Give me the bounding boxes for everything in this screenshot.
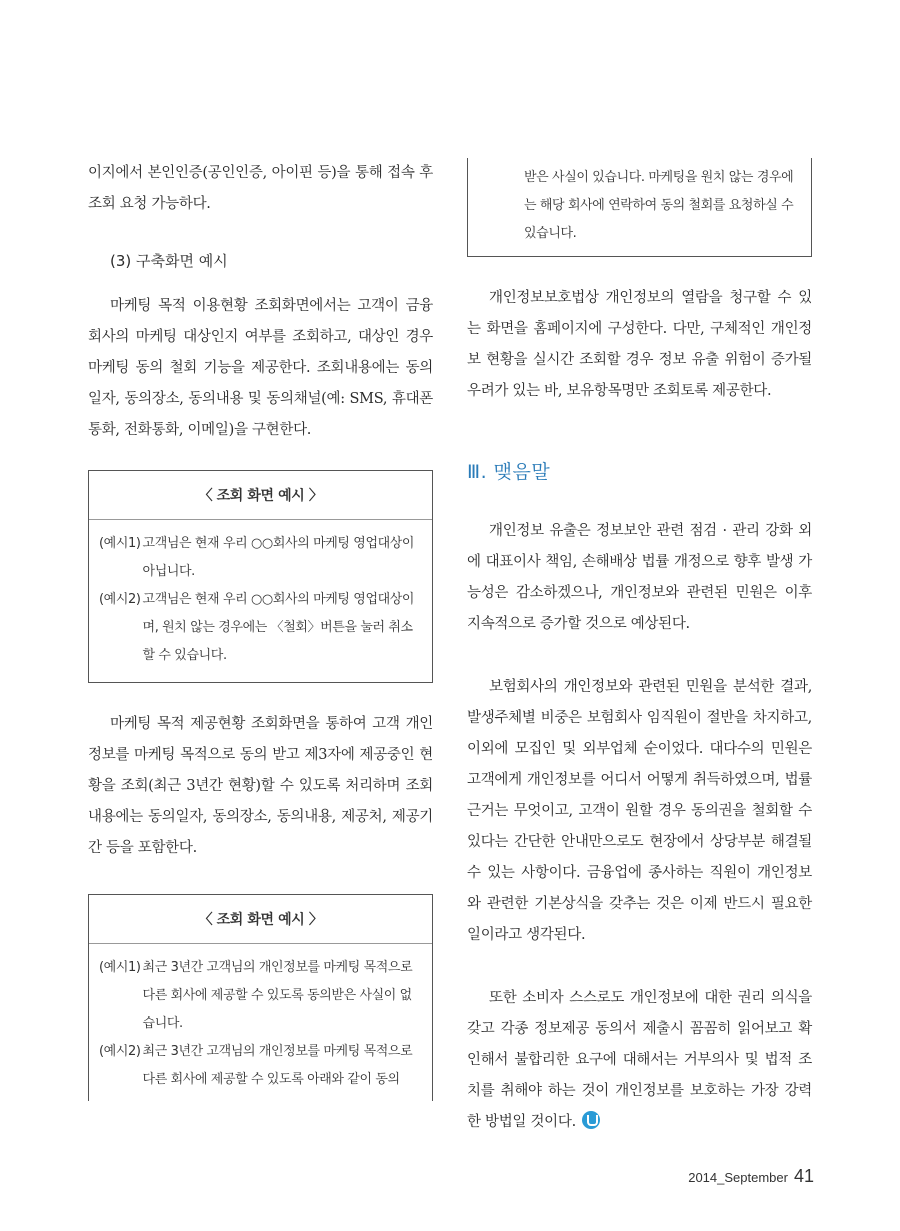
paragraph-access-right: 개인정보보호법상 개인정보의 열람을 청구할 수 있는 화면을 홈페이지에 구성한다. 다만, 구체적인 개인정보 현황을 실시간 조회할 경우 정보 유출 위험이 증가될 우려가 있는 바, 보유항목명만 조회토록 제공한다.: [467, 290, 812, 399]
paragraph-conclusion-1: 개인정보 유출은 정보보안 관련 점검 · 관리 강화 외에 대표이사 책임, 손해배상 법률 개정으로 향후 발생 가능성은 감소하겠으나, 개인정보와 관련된 민원은 이후 지속적으로 증가할 것으로 예상된다.: [467, 523, 812, 632]
section-heading: Ⅲ. 맺음말: [467, 461, 551, 483]
end-mark-icon: [582, 1111, 600, 1129]
paragraph-continued: 이지에서 본인인증(공인인증, 아이핀 등)을 통해 접속 후 조회 요청 가능하다.: [88, 165, 433, 212]
subsection-heading: (3) 구축화면 예시: [110, 252, 228, 270]
paragraph-conclusion-2: 보험회사의 개인정보와 관련된 민원을 분석한 결과, 발생주체별 비중은 보험회사 임직원이 절반을 차지하고, 이외에 모집인 및 외부업체 순이었다. 대다수의 민원은 고객에게 개인정보를 어디서 어떻게 취득하였으며, 법률근거는 무엇이고, 고객이 원할 경우 동의권을 철회할 수 있다는 간단한 안내만으로도 현장에서 상당부분 해결될 수 있는 사항이다. 금융업에 종사하는 직원이 개인정보와 관련한 기본상식을 갖추는 것은 이제 반드시 필요한 일이라고 생각된다.: [467, 679, 812, 943]
example-label: (예시1): [99, 960, 141, 975]
page-footer: [688, 1166, 814, 1187]
example-box-title: 〈 조회 화면 예시 〉: [198, 488, 323, 504]
box-divider: [89, 519, 432, 520]
example-text-continued: 받은 사실이 있습니다. 마케팅을 원치 않는 경우에는 해당 회사에 연락하여 동의 철회를 요청하실 수 있습니다.: [524, 170, 794, 241]
example-box-1: [88, 470, 433, 683]
example-box-title: 〈 조회 화면 예시 〉: [198, 912, 323, 928]
example-item: [99, 954, 422, 1038]
example-box-2: [88, 894, 433, 1101]
box-divider: [89, 943, 432, 944]
paragraph-text: 또한 소비자 스스로도 개인정보에 대한 권리 의식을 갖고 각종 정보제공 동의서 제출시 꼼꼼히 읽어보고 확인해서 불합리한 요구에 대해서는 거부의사 및 법적 조치를 취해야 하는 것이 개인정보를 보호하는 가장 강력한 방법일 것이다.: [467, 990, 812, 1130]
example-label: (예시2): [99, 592, 141, 607]
example-item: [99, 1038, 422, 1094]
example-text: 고객님은 현재 우리 ○○회사의 마케팅 영업대상이 아닙니다.: [142, 536, 415, 579]
paragraph-provision-screen: 마케팅 목적 제공현황 조회화면을 통하여 고객 개인정보를 마케팅 목적으로 동의 받고 제3자에 제공중인 현황을 조회(최근 3년간 현황)할 수 있도록 처리하며 조회내용에는 동의일자, 동의장소, 동의내용, 제공처, 제공기간 등을 포함한다.: [88, 716, 433, 856]
paragraph-usage-screen: 마케팅 목적 이용현황 조회화면에서는 고객이 금융회사의 마케팅 대상인지 여부를 조회하고, 대상인 경우 마케팅 동의 철회 기능을 제공한다. 조회내용에는 동의일자, 동의장소, 동의내용 및 동의채널(예: SMS, 휴대폰통화, 전화통화, 이메일)을 구현한다.: [88, 298, 433, 438]
example-box-2-continued: [467, 158, 812, 257]
issue-label: 2014_September: [688, 1170, 788, 1185]
right-column: [467, 158, 812, 1138]
example-item: [99, 586, 422, 670]
example-label: (예시2): [99, 1044, 141, 1059]
example-text: 고객님은 현재 우리 ○○회사의 마케팅 영업대상이며, 원치 않는 경우에는 〈철회〉버튼을 눌러 취소할 수 있습니다.: [142, 592, 415, 663]
example-text: 최근 3년간 고객님의 개인정보를 마케팅 목적으로 다른 회사에 제공할 수 있도록 동의받은 사실이 없습니다.: [142, 960, 413, 1031]
page-number: 41: [793, 1166, 814, 1186]
paragraph-conclusion-3: [467, 983, 812, 1138]
example-label: (예시1): [99, 536, 141, 551]
example-item: [99, 530, 422, 586]
example-text: 최근 3년간 고객님의 개인정보를 마케팅 목적으로 다른 회사에 제공할 수 있도록 아래와 같이 동의: [142, 1044, 413, 1087]
left-column: [88, 158, 433, 1101]
